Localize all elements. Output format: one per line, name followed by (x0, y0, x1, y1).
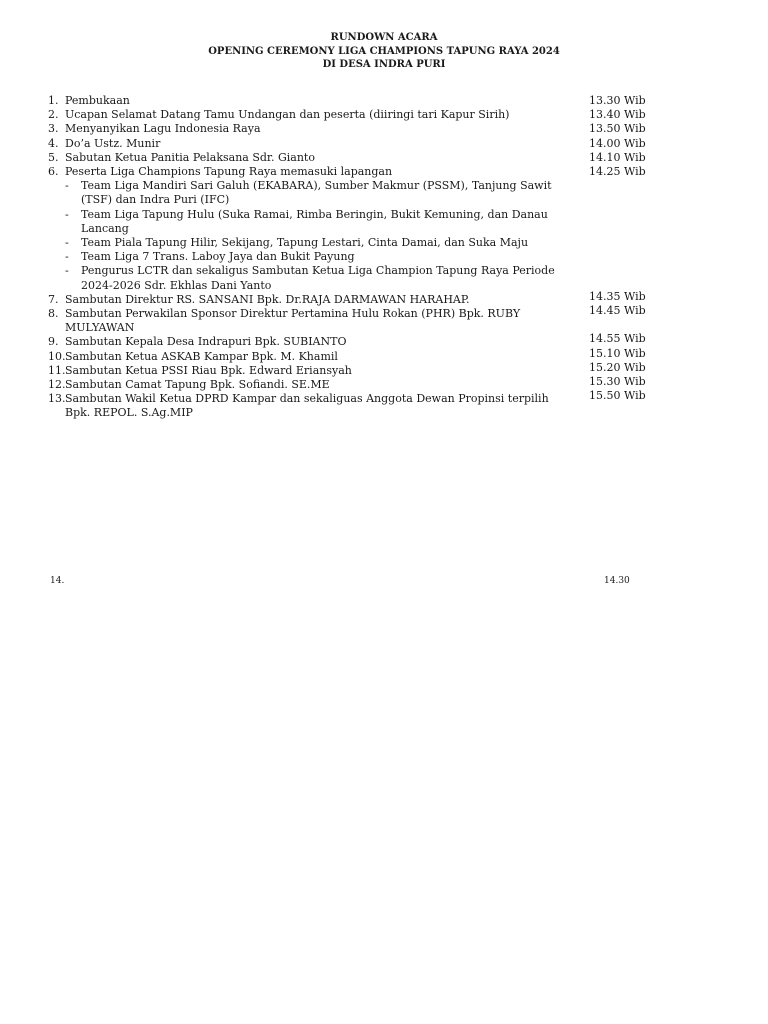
agenda-item (48, 332, 648, 349)
item-text: Sambutan Camat Tapung Bpk. Sofiandi. SE.ME (65, 378, 330, 392)
item-time: 13.40 Wib (589, 108, 646, 122)
item-time: 14.35 Wib (589, 289, 646, 303)
item-text: Sambutan Wakil Ketua DPRD Kampar dan sekaliguas Anggota Dewan Propinsi terpilih Bpk. REPOL. S.Ag.MIP (65, 392, 549, 420)
sub-item (48, 250, 648, 264)
sub-item-text: Team Liga 7 Trans. Laboy Jaya dan Bukit Payung (81, 250, 355, 264)
item-text: Sabutan Ketua Panitia Pelaksana Sdr. Gianto (65, 150, 315, 164)
agenda-item (48, 289, 648, 307)
sub-item (48, 236, 648, 250)
item-time: 14.10 Wib (589, 150, 646, 164)
item-time: 14.00 Wib (589, 136, 646, 150)
item-number: 10. (48, 349, 66, 363)
item-number: 1. (48, 94, 59, 107)
item-text: Pembukaan (65, 94, 130, 107)
sub-item-dash: - (65, 179, 69, 193)
item-time: 15.20 Wib (589, 360, 646, 374)
item-time: 15.10 Wib (589, 346, 646, 360)
agenda-item (48, 108, 648, 122)
footer-item-time: 14.30 (604, 576, 630, 586)
agenda-item (48, 151, 648, 165)
sub-item (48, 179, 648, 207)
sub-item-dash: - (65, 236, 69, 250)
sub-item (48, 264, 648, 292)
item-text: Sambutan Ketua PSSI Riau Bpk. Edward Eriansyah (65, 363, 352, 377)
sub-item-text: Team Liga Tapung Hulu (Suka Ramai, Rimba Beringin, Bukit Kemuning, dan Danau Lancang (81, 207, 548, 235)
item-number: 4. (48, 136, 59, 150)
agenda-item (48, 360, 648, 378)
sub-item (48, 208, 648, 236)
item-text: Ucapan Selamat Datang Tamu Undangan dan peserta (diiringi tari Kapur Sirih) (65, 108, 510, 122)
item-text: Peserta Liga Champions Tapung Raya memasuki lapangan (65, 165, 393, 179)
item-number: 8. (48, 307, 59, 321)
item-text: Sambutan Perwakilan Sponsor Direktur Pertamina Hulu Rokan (PHR) Bpk. RUBY MULYAWAN (65, 307, 521, 335)
agenda-item (48, 122, 648, 136)
item-number: 12. (48, 378, 66, 392)
sub-item-text: Team Piala Tapung Hilir, Sekijang, Tapung Lestari, Cinta Damai, dan Suka Maju (81, 236, 529, 250)
item-time: 13.30 Wib (589, 94, 646, 107)
item-text: Sambutan Direktur RS. SANSANI Bpk. Dr.RAJA DARMAWAN HARAHAP. (65, 292, 470, 306)
agenda-item (48, 165, 648, 179)
item-number: 3. (48, 122, 59, 136)
item-number: 13. (48, 392, 66, 406)
item-number: 6. (48, 165, 59, 179)
agenda-item (48, 346, 648, 364)
item-time: 14.55 Wib (589, 332, 646, 346)
sub-item-dash: - (65, 207, 69, 221)
item-number: 2. (48, 108, 59, 122)
agenda-item (48, 137, 648, 151)
agenda-list (48, 94, 648, 421)
item-time: 15.30 Wib (589, 375, 646, 389)
sub-item-text: Pengurus LCTR dan sekaligus Sambutan Ketua Liga Champion Tapung Raya Periode 2024-2026 Sdr. Ekhlas Dani Yanto (81, 264, 555, 292)
agenda-item (48, 389, 648, 420)
item-number: 11. (48, 363, 66, 377)
item-number: 5. (48, 150, 59, 164)
header-title: RUNDOWN ACARA (330, 32, 438, 43)
item-text: Do’a Ustz. Munir (65, 136, 161, 150)
header-location: DI DESA INDRA PURI (322, 59, 446, 70)
item-number: 9. (48, 335, 59, 349)
item-time: 14.45 Wib (589, 304, 646, 318)
agenda-item (48, 304, 648, 335)
header-event-name: OPENING CEREMONY LIGA CHAMPIONS TAPUNG RAYA 2024 (208, 45, 560, 57)
item-time: 13.50 Wib (589, 122, 646, 136)
sub-item-dash: - (65, 250, 69, 264)
agenda-item (48, 375, 648, 392)
item-text: Sambutan Kepala Desa Indrapuri Bpk. SUBIANTO (65, 335, 347, 349)
sub-item-dash: - (65, 264, 69, 278)
footer-item-number: 14. (50, 576, 65, 586)
item-number: 7. (48, 292, 59, 306)
item-text: Sambutan Ketua ASKAB Kampar Bpk. M. Khamil (65, 349, 338, 363)
document-header (0, 31, 768, 72)
item-time: 15.50 Wib (589, 389, 646, 403)
item-time: 14.25 Wib (589, 165, 646, 179)
item-text: Menyanyikan Lagu Indonesia Raya (65, 122, 261, 136)
sub-item-text: Team Liga Mandiri Sari Galuh (EKABARA), Sumber Makmur (PSSM), Tanjung Sawit (TSF) dan Indra Puri (IFC) (81, 179, 552, 207)
agenda-item (48, 94, 648, 108)
